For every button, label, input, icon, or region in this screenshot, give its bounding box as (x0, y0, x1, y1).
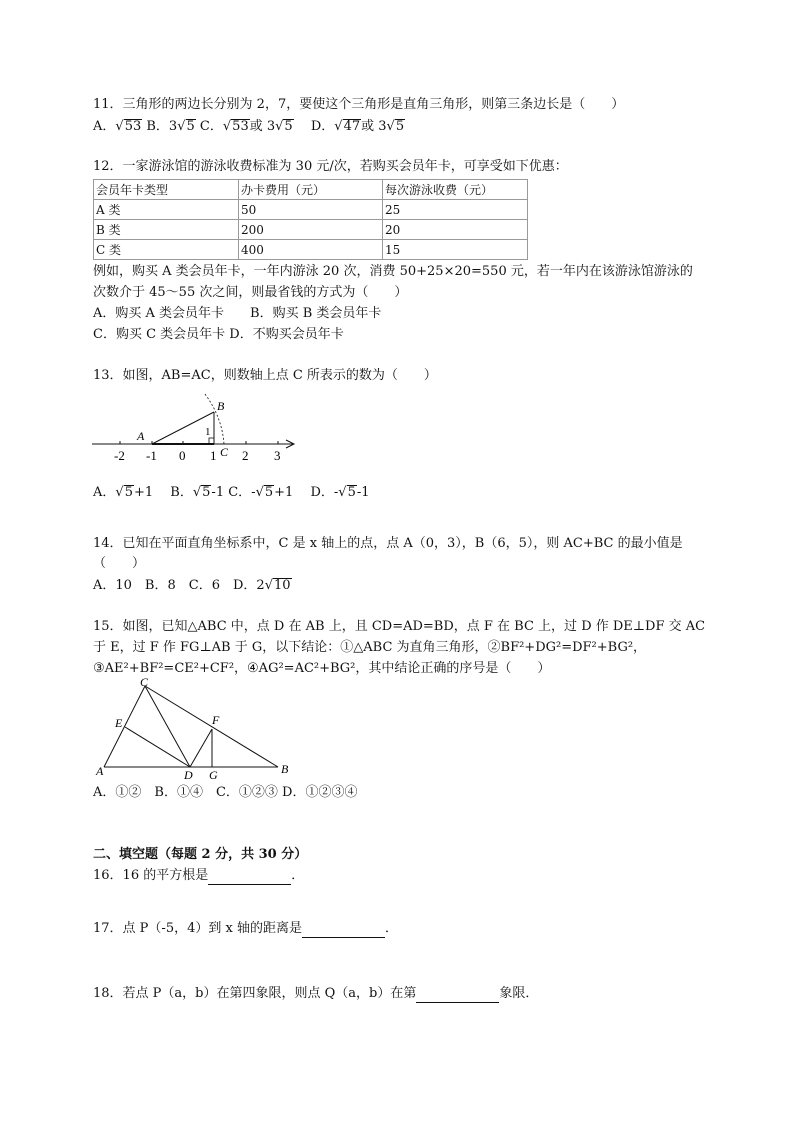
q15-line3: ③AE²+BF²=CE²+CF²，④AG²=AC²+BG²，其中结论正确的序号是（ ） (93, 661, 551, 676)
q11-options (93, 118, 405, 136)
q12-options-cd: C．购买 C 类会员年卡 D．不购买会员年卡 (93, 327, 344, 342)
q17 (93, 920, 398, 938)
table-cell: 20 (383, 220, 528, 240)
table-cell: 15 (383, 240, 528, 260)
label-c: C (220, 445, 229, 459)
q18-answer-blank[interactable] (416, 988, 499, 1003)
q17-suffix: ． (384, 921, 398, 936)
section2-title: 二、填空题（每题 2 分，共 30 分） (93, 847, 308, 862)
label-g: G (209, 768, 218, 780)
q14-stem: 14．已知在平面直角坐标系中，C 是 x 轴上的点，点 A（0，3），B（6，5），则 AC+BC 的最小值是 (93, 536, 683, 551)
q13-b-radicand: 5 (202, 485, 211, 500)
q12-example-line2: 次数介于 45～55 次之间，则最省钱的方式为（ ） (93, 285, 408, 300)
q11-d-radicand1: 47 (343, 119, 361, 134)
q11-a-radicand: 53 (124, 119, 142, 134)
q11-a-sqrt: √53 (115, 119, 142, 134)
q14-d-coef: 2 (256, 578, 265, 593)
q11-c-mid: 或 3 (249, 119, 276, 134)
side-ac (104, 686, 145, 767)
tick-label: 1 (210, 448, 217, 463)
q11-c-radicand1: 53 (232, 119, 249, 134)
q15-options: A．①② B．①④ C．①②③ D．①②③④ (93, 785, 358, 800)
table-header-cell: 办卡费用（元） (239, 180, 383, 200)
table-header-cell: 每次游泳收费（元） (383, 180, 528, 200)
q11-d-mid: 或 3 (361, 119, 387, 134)
q11-d-sqrt2: √5 (386, 119, 405, 134)
q11-b-sqrt: √5 (177, 119, 195, 134)
q11-c-sqrt2: √5 (275, 119, 293, 134)
q16-prefix: 16．16 的平方根是 (93, 868, 209, 883)
tick-label: -2 (114, 448, 125, 463)
tick-label: 2 (242, 448, 249, 463)
label-b: B (217, 399, 225, 413)
table-cell: C 类 (94, 240, 239, 260)
label-c: C (140, 676, 149, 689)
tick-label: 3 (274, 448, 281, 463)
q16-suffix: ． (291, 868, 305, 883)
q15-triangle-figure (92, 676, 297, 784)
q17-prefix: 17．点 P（-5，4）到 x 轴的距离是 (93, 921, 302, 936)
q18-suffix: 象限． (499, 986, 539, 1001)
q13-c-label: C．- (228, 485, 256, 500)
q16-answer-blank[interactable] (208, 870, 291, 885)
segment-df (190, 729, 212, 767)
table-row (94, 240, 528, 260)
q12-stem: 12．一家游泳馆的游泳收费标准为 30 元/次，若购买会员年卡，可享受如下优惠： (93, 159, 568, 174)
q11-c-sqrt1: √53 (222, 119, 249, 134)
q13-c-radicand: 5 (264, 485, 274, 500)
q17-answer-blank[interactable] (302, 923, 385, 938)
table-cell: B 类 (94, 220, 239, 240)
q13-c-sqrt: √5 (255, 485, 274, 500)
q15-line1: 15．如图，已知△ABC 中，点 D 在 AB 上，且 CD=AD=BD，点 F 在 BC 上，过 D 作 DE⊥DF 交 AC (93, 619, 706, 634)
table-row (94, 200, 528, 220)
q13-d-sqrt: √5 (338, 485, 356, 500)
q13-a-radicand: 5 (124, 485, 133, 500)
q13-a-tail: +1 (133, 485, 154, 500)
q14-d-sqrt: √10 (264, 578, 291, 593)
tick-label: 0 (179, 448, 186, 463)
table-header-cell: 会员年卡类型 (94, 180, 239, 200)
q11-b-radicand: 5 (186, 119, 195, 134)
table-cell: 50 (239, 200, 383, 220)
q18 (93, 985, 538, 1003)
q13-a-sqrt: √5 (115, 485, 133, 500)
q14-options (93, 577, 292, 595)
q11-c-radicand2: 5 (284, 119, 293, 134)
q11-stem: 11．三角形的两边长分别为 2，7，要使这个三角形是直角三角形，则第三条边长是（ ） (93, 97, 625, 112)
table-cell: 400 (239, 240, 383, 260)
q13-d-radicand: 5 (347, 485, 356, 500)
q11-a-label: A． (93, 119, 116, 134)
label-1: 1 (205, 426, 211, 438)
q16 (93, 867, 304, 885)
q13-b-sqrt: √5 (192, 485, 211, 500)
q13-b-tail: -1 (211, 485, 225, 500)
table-row (94, 220, 528, 240)
tick-label: -1 (146, 448, 157, 463)
q13-b-label: B． (170, 485, 193, 500)
q13-c-tail: +1 (274, 485, 294, 500)
q14-paren: （ ） (93, 556, 146, 571)
table-cell: 25 (383, 200, 528, 220)
q11-b-label: B．3 (146, 119, 178, 134)
q13-stem: 13．如图，AB=AC，则数轴上点 C 所表示的数为（ ） (93, 368, 437, 383)
q15-line2: 于 E，过 F 作 FG⊥AB 于 G，以下结论：①△ABC 为直角三角形，②BF²+DG²=DF²+BG²， (93, 640, 647, 655)
q13-options (93, 484, 370, 502)
q11-d-sqrt1: √47 (334, 119, 361, 134)
q13-number-line-figure (92, 392, 302, 472)
q12-example-line1: 例如，购买 A 类会员年卡，一年内游泳 20 次，消费 50+25×20=550 元，若一年内在该游泳馆游泳的 (93, 264, 693, 279)
label-b: B (281, 762, 289, 776)
segment-ed (125, 727, 190, 767)
q18-prefix: 18．若点 P（a，b）在第四象限，则点 Q（a，b）在第 (93, 986, 417, 1001)
q11-c-label: C． (199, 119, 223, 134)
segment-cd (145, 686, 190, 767)
label-a: A (137, 429, 145, 443)
label-a: A (96, 764, 104, 778)
table-cell: 200 (239, 220, 383, 240)
q14-d-radicand: 10 (273, 578, 291, 593)
q12-fee-table (93, 179, 528, 260)
label-d: D (184, 768, 193, 780)
table-row (94, 180, 528, 200)
label-e: E (115, 716, 123, 730)
q12-options-ab: A．购买 A 类会员年卡 B．购买 B 类会员年卡 (93, 306, 382, 321)
q13-d-tail: -1 (356, 485, 370, 500)
q13-a-label: A． (93, 485, 116, 500)
q11-d-label: D． (310, 119, 335, 134)
table-cell: A 类 (94, 200, 239, 220)
q14-options-text: A．10 B．8 C．6 D． (93, 578, 257, 593)
q11-d-radicand2: 5 (395, 119, 405, 134)
label-f: F (212, 713, 220, 727)
q13-d-label: D．- (310, 485, 339, 500)
